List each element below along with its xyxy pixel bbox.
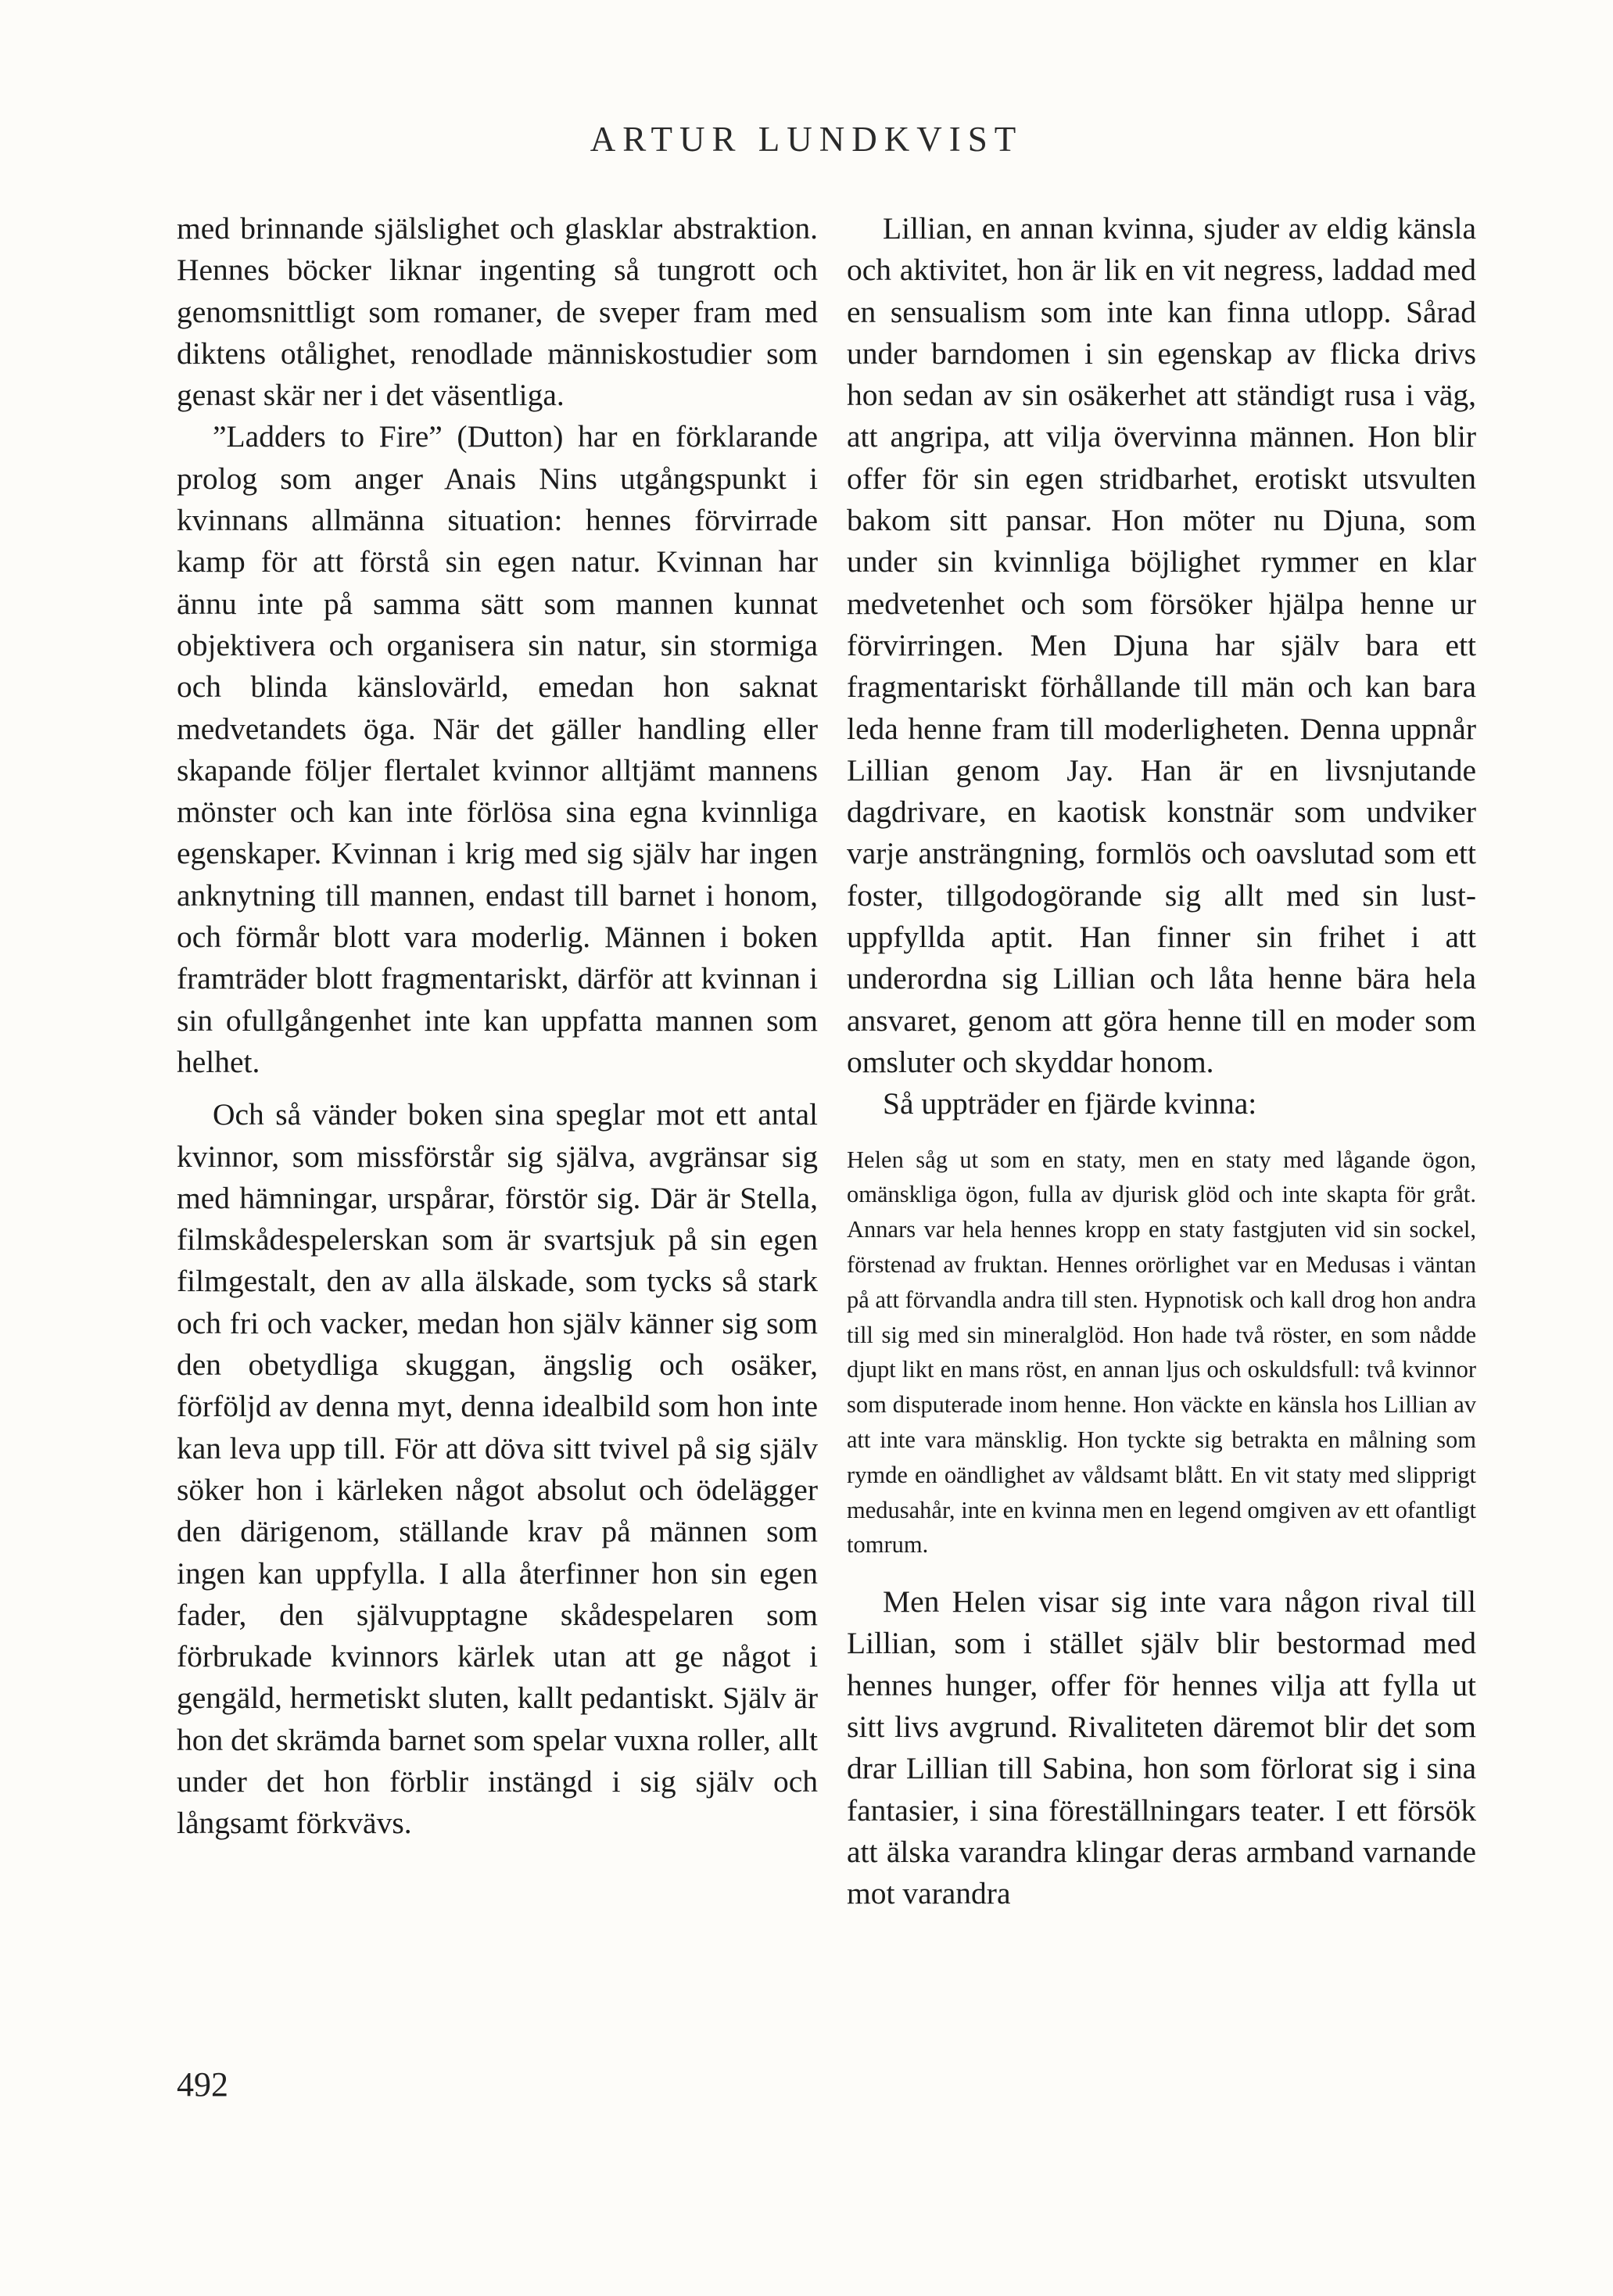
paragraph: ”Ladders to Fire” (Dutton) har en förklarande prolog som anger Anais Nins utgångspunkt i kvinnans allmänna situation: hennes förvirrade kamp för att förstå sin egen natur. Kvinnan har ännu inte på samma sätt som mannen kunnat objektivera och organisera sin natur, sin stormiga och blinda känslovärld, emedan hon saknat medvetandets öga. När det gäller handling eller skapande följer flertalet kvinnor alltjämt mannens mönster och kan inte förlösa sina egna kvinnliga egenskaper. Kvinnan i krig med sig själv har ingen anknytning till mannen, endast till barnet i honom, och förmår blott vara moderlig. Männen i boken framträder blott fragmentariskt, därför att kvinnan i sin ofullgångenhet inte kan uppfatta mannen som helhet. — [177, 419, 818, 1079]
block-quote: Helen såg ut som en staty, men en staty med lågande ögon, omänskliga ögon, fulla av djurisk glöd och inte skapta för gråt. Annars var hela hennes kropp en staty fastgjuten vid sin sockel, förstenad av fruktan. Hennes orörlighet var en Medusas i väntan på att förvandla andra till sten. Hypnotisk och kall drog hon andra till sig med sin mineralglöd. Hon hade två röster, en som nådde djupt likt en mans röst, en annan ljus och oskuldsfull: två kvinnor som disputerade inom henne. Hon väckte en känsla hos Lillian av att inte vara mänsklig. Hon tyckte sig betrakta en målning som rymde en oändlighet av våldsamt blått. En vit staty med slipprigt medusahår, inte en kvinna men en legend omgiven av ett ofantligt tomrum. — [847, 1146, 1476, 1559]
paragraph: Lillian, en annan kvinna, sjuder av eldig känsla och aktivitet, hon är lik en vit negress, laddad med en sensualism som inte kan finna utlopp. Sårad under barndomen i sin egenskap av flicka drivs hon sedan av sin osäkerhet att ständigt rusa i väg, att angripa, att vilja övervinna männen. Hon blir offer för sin egen stridbarhet, erotiskt utsvulten bakom sitt pansar. Hon möter nu Djuna, som under sin kvinnliga böjlighet rymmer en klar medvetenhet och som försöker hjälpa henne ur förvirringen. Men Djuna har själv bara ett fragmentariskt förhållande till män och kan bara leda henne fram till moderligheten. Denna uppnår Lillian genom Jay. Han är en livsnjutande dagdrivare, en kaotisk konstnär som undviker varje ansträngning, formlös och oavslutad som ett foster, tillgodogörande sig allt med sin lustuppfyllda aptit. Han finner sin frihet i att underordna sig Lillian och låta henne bära hela ansvaret, genom att göra henne till en moder som omsluter och skyddar honom. — [847, 211, 1476, 1079]
paragraph: Och så vänder boken sina speglar mot ett antal kvinnor, som missförstår sig själva, avgränsar sig med hämningar, urspårar, förstör sig. Där är Stella, filmskådespelerskan som är svartsjuk på sin egen filmgestalt, den av alla älskade, som tycks så stark och fri och vacker, medan hon själv känner sig som den obetydliga skuggan, ängslig och osäker, förföljd av denna myt, denna idealbild som hon inte kan leva upp till. För att döva sitt tvivel på sig själv söker hon i kärleken något absolut och ödelägger den därigenom, ställande krav på männen som ingen kan uppfylla. I alla återfinner hon sin egen fader, den självupptagne skådespelaren som förbrukade kvinnors kärlek utan att ge något i gengäld, hermetiskt sluten, kallt pedantiskt. Själv är hon det skrämda barnet som spelar vuxna roller, allt under det hon förblir instängd i sig själv och långsamt förkvävs. — [177, 1097, 818, 1841]
paragraph: med brinnande själslighet och glasklar abstraktion. Hennes böcker liknar ingenting så tungrott och genomsnittligt som romaner, de sveper fram med diktens otålighet, renodlade människostudier som genast skär ner i det väsentliga. — [177, 211, 818, 413]
page-number: 492 — [177, 2065, 228, 2104]
paragraph: Så uppträder en fjärde kvinna: — [883, 1086, 1257, 1121]
left-column — [177, 208, 818, 1845]
paragraph: Men Helen visar sig inte vara någon rival till Lillian, som i stället själv blir bestormad med hennes hunger, offer för hennes vilja att fylla ut sitt livs avgrund. Rivaliteten däremot blir det som drar Lillian till Sabina, hon som förlorat sig i sina fantasier, i sina föreställningars teater. I ett försök att älska varandra klingar deras armband varnande mot varandra — [847, 1584, 1476, 1911]
running-head: ARTUR LUNDKVIST — [590, 120, 1023, 159]
right-column — [847, 208, 1476, 1914]
